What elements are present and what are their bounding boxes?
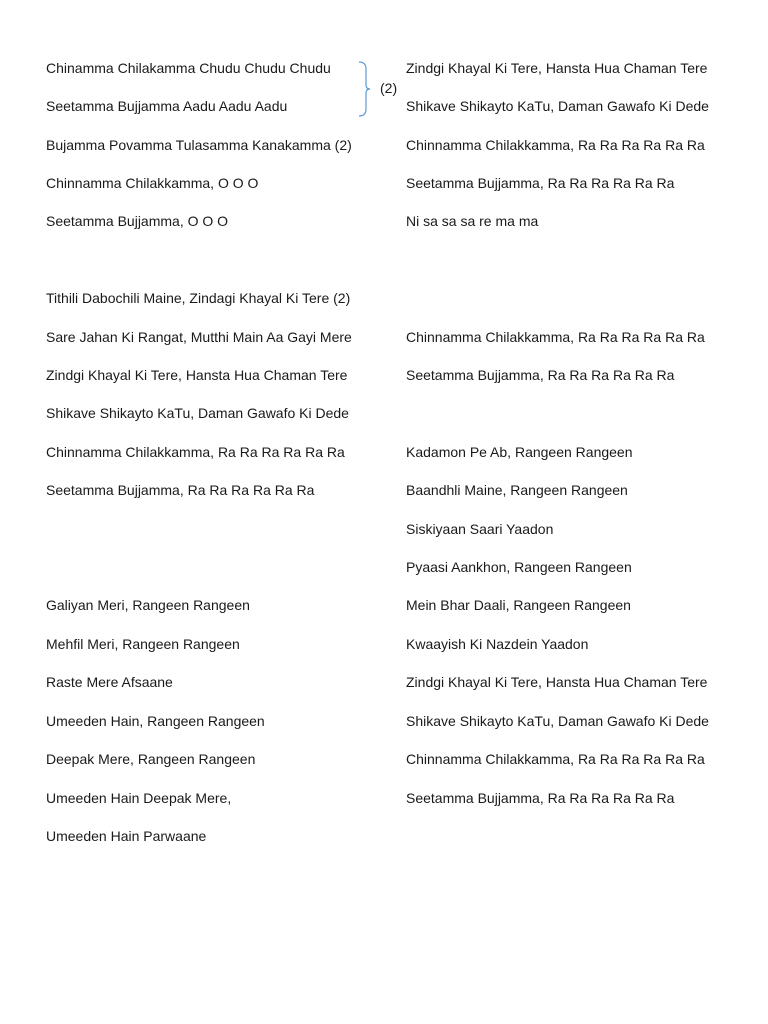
lyric-line-right: Zindgi Khayal Ki Tere, Hansta Hua Chaman Tere: [406, 674, 708, 690]
lyric-line-right: Chinnamma Chilakkamma, Ra Ra Ra Ra Ra Ra: [406, 137, 705, 153]
lyric-line-left: Sare Jahan Ki Rangat, Mutthi Main Aa Gayi Mere: [46, 329, 352, 345]
repeat-bracket-icon: [358, 61, 370, 117]
lyric-line-left: Umeeden Hain Parwaane: [46, 828, 207, 844]
lyric-line-left: Chinamma Chilakamma Chudu Chudu Chudu: [46, 60, 331, 76]
lyric-line-right: Chinnamma Chilakkamma, Ra Ra Ra Ra Ra Ra: [406, 751, 705, 767]
repeat-marker: (2): [380, 80, 398, 96]
lyric-line-left: Seetamma Bujjamma, Ra Ra Ra Ra Ra Ra: [46, 482, 315, 498]
lyric-line-right: Seetamma Bujjamma, Ra Ra Ra Ra Ra Ra: [406, 175, 675, 191]
lyric-line-left: Tithili Dabochili Maine, Zindagi Khayal Ki Tere (2): [46, 290, 351, 306]
lyric-line-right: Shikave Shikayto KaTu, Daman Gawafo Ki Dede: [406, 98, 709, 114]
lyric-line-right: Seetamma Bujjamma, Ra Ra Ra Ra Ra Ra: [406, 367, 675, 383]
lyric-line-right: Seetamma Bujjamma, Ra Ra Ra Ra Ra Ra: [406, 790, 675, 806]
lyric-line-right: Siskiyaan Saari Yaadon: [406, 521, 554, 537]
lyric-line-right: Ni sa sa sa re ma ma: [406, 213, 539, 229]
lyric-line-left: Zindgi Khayal Ki Tere, Hansta Hua Chaman Tere: [46, 367, 348, 383]
lyric-line-left: Chinnamma Chilakkamma, Ra Ra Ra Ra Ra Ra: [46, 444, 345, 460]
lyric-line-right: Zindgi Khayal Ki Tere, Hansta Hua Chaman Tere: [406, 60, 708, 76]
lyric-line-left: Deepak Mere, Rangeen Rangeen: [46, 751, 256, 767]
lyric-line-left: Seetamma Bujjamma Aadu Aadu Aadu: [46, 98, 288, 114]
lyric-line-left: Shikave Shikayto KaTu, Daman Gawafo Ki Dede: [46, 405, 349, 421]
lyric-line-left: Seetamma Bujjamma, O O O: [46, 213, 229, 229]
lyric-line-left: Chinnamma Chilakkamma, O O O: [46, 175, 259, 191]
lyric-line-right: Kwaayish Ki Nazdein Yaadon: [406, 636, 589, 652]
lyric-line-right: Pyaasi Aankhon, Rangeen Rangeen: [406, 559, 632, 575]
lyric-line-left: Mehfil Meri, Rangeen Rangeen: [46, 636, 240, 652]
lyric-line-left: Bujamma Povamma Tulasamma Kanakamma (2): [46, 137, 352, 153]
lyric-line-right: Shikave Shikayto KaTu, Daman Gawafo Ki Dede: [406, 713, 709, 729]
lyric-line-right: Mein Bhar Daali, Rangeen Rangeen: [406, 597, 631, 613]
lyric-line-right: Baandhli Maine, Rangeen Rangeen: [406, 482, 628, 498]
lyric-line-left: Raste Mere Afsaane: [46, 674, 173, 690]
lyric-line-right: Chinnamma Chilakkamma, Ra Ra Ra Ra Ra Ra: [406, 329, 705, 345]
lyric-line-left: Galiyan Meri, Rangeen Rangeen: [46, 597, 250, 613]
lyric-line-left: Umeeden Hain Deepak Mere,: [46, 790, 232, 806]
lyric-line-left: Umeeden Hain, Rangeen Rangeen: [46, 713, 265, 729]
lyric-line-right: Kadamon Pe Ab, Rangeen Rangeen: [406, 444, 633, 460]
